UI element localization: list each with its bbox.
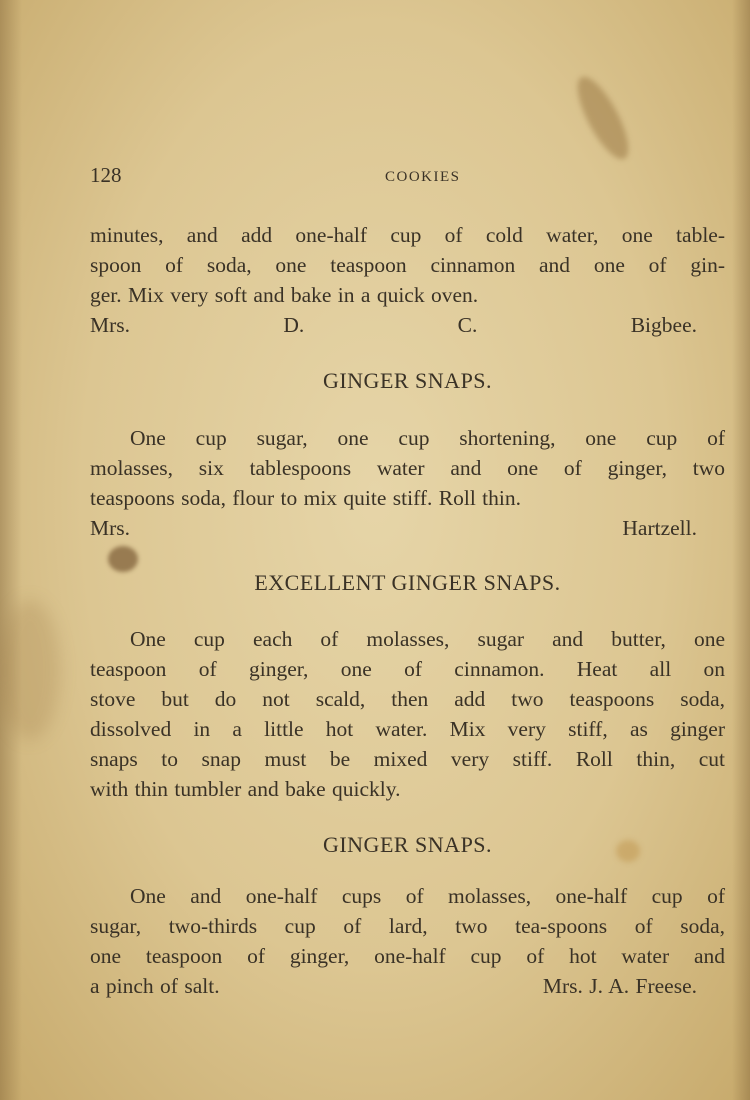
text-line: one teaspoon of ginger, one-half cup of hot water and [90,944,725,968]
text-line: with thin tumbler and bake quickly. [90,777,401,801]
page-number: 128 [90,163,122,187]
text-line: ger. Mix very soft and bake in a quick oven. [90,283,479,307]
final-line [90,971,725,1001]
page-edge-shadow-left [0,0,22,1100]
recipe-body [90,881,725,1001]
text-line: molasses, six tablespoons water and one of ginger, two [90,456,725,480]
page-edge-shadow-right [732,0,750,1100]
text-line: teaspoons soda, flour to mix quite stiff. Roll thin. [90,486,522,510]
text-line: One and one-half cups of molasses, one-half cup of [130,884,725,908]
recipe-title: EXCELLENT GINGER SNAPS. [254,570,561,595]
text-line: sugar, two-thirds cup of lard, two tea-spoons of soda, [90,914,725,938]
text-line: teaspoon of ginger, one of cinnamon. Heat all on [90,657,725,681]
stain-mark [568,70,638,165]
recipe-body [90,423,725,543]
text-line: minutes, and add one-half cup of cold water, one table- [90,223,725,247]
stain-mark [108,546,138,572]
recipe-title: GINGER SNAPS. [322,832,493,857]
recipe-signature: Mrs. J. A. Freese. [542,974,697,998]
page-header [90,163,698,193]
text-line: dissolved in a little hot water. Mix very stiff, as ginger [90,717,725,741]
recipe-signature: Mrs. Hartzell. [90,516,697,540]
text-line: snaps to snap must be mixed very stiff. Roll thin, cut [90,747,725,771]
text-line: stove but do not scald, then add two teaspoons soda, [90,687,725,711]
recipe-body [90,624,725,804]
text-line: spoon of soda, one teaspoon cinnamon and one of gin- [90,253,725,277]
text-line: a pinch of salt. [90,974,220,998]
text-line: One cup sugar, one cup shortening, one cup of [130,426,725,450]
running-head: COOKIES [385,169,461,185]
recipe-signature: Mrs. D. C. Bigbee. [90,313,697,337]
text-line: One cup each of molasses, sugar and butter, one [130,627,725,651]
recipe-title: GINGER SNAPS. [322,368,493,393]
continued-recipe [90,220,725,340]
